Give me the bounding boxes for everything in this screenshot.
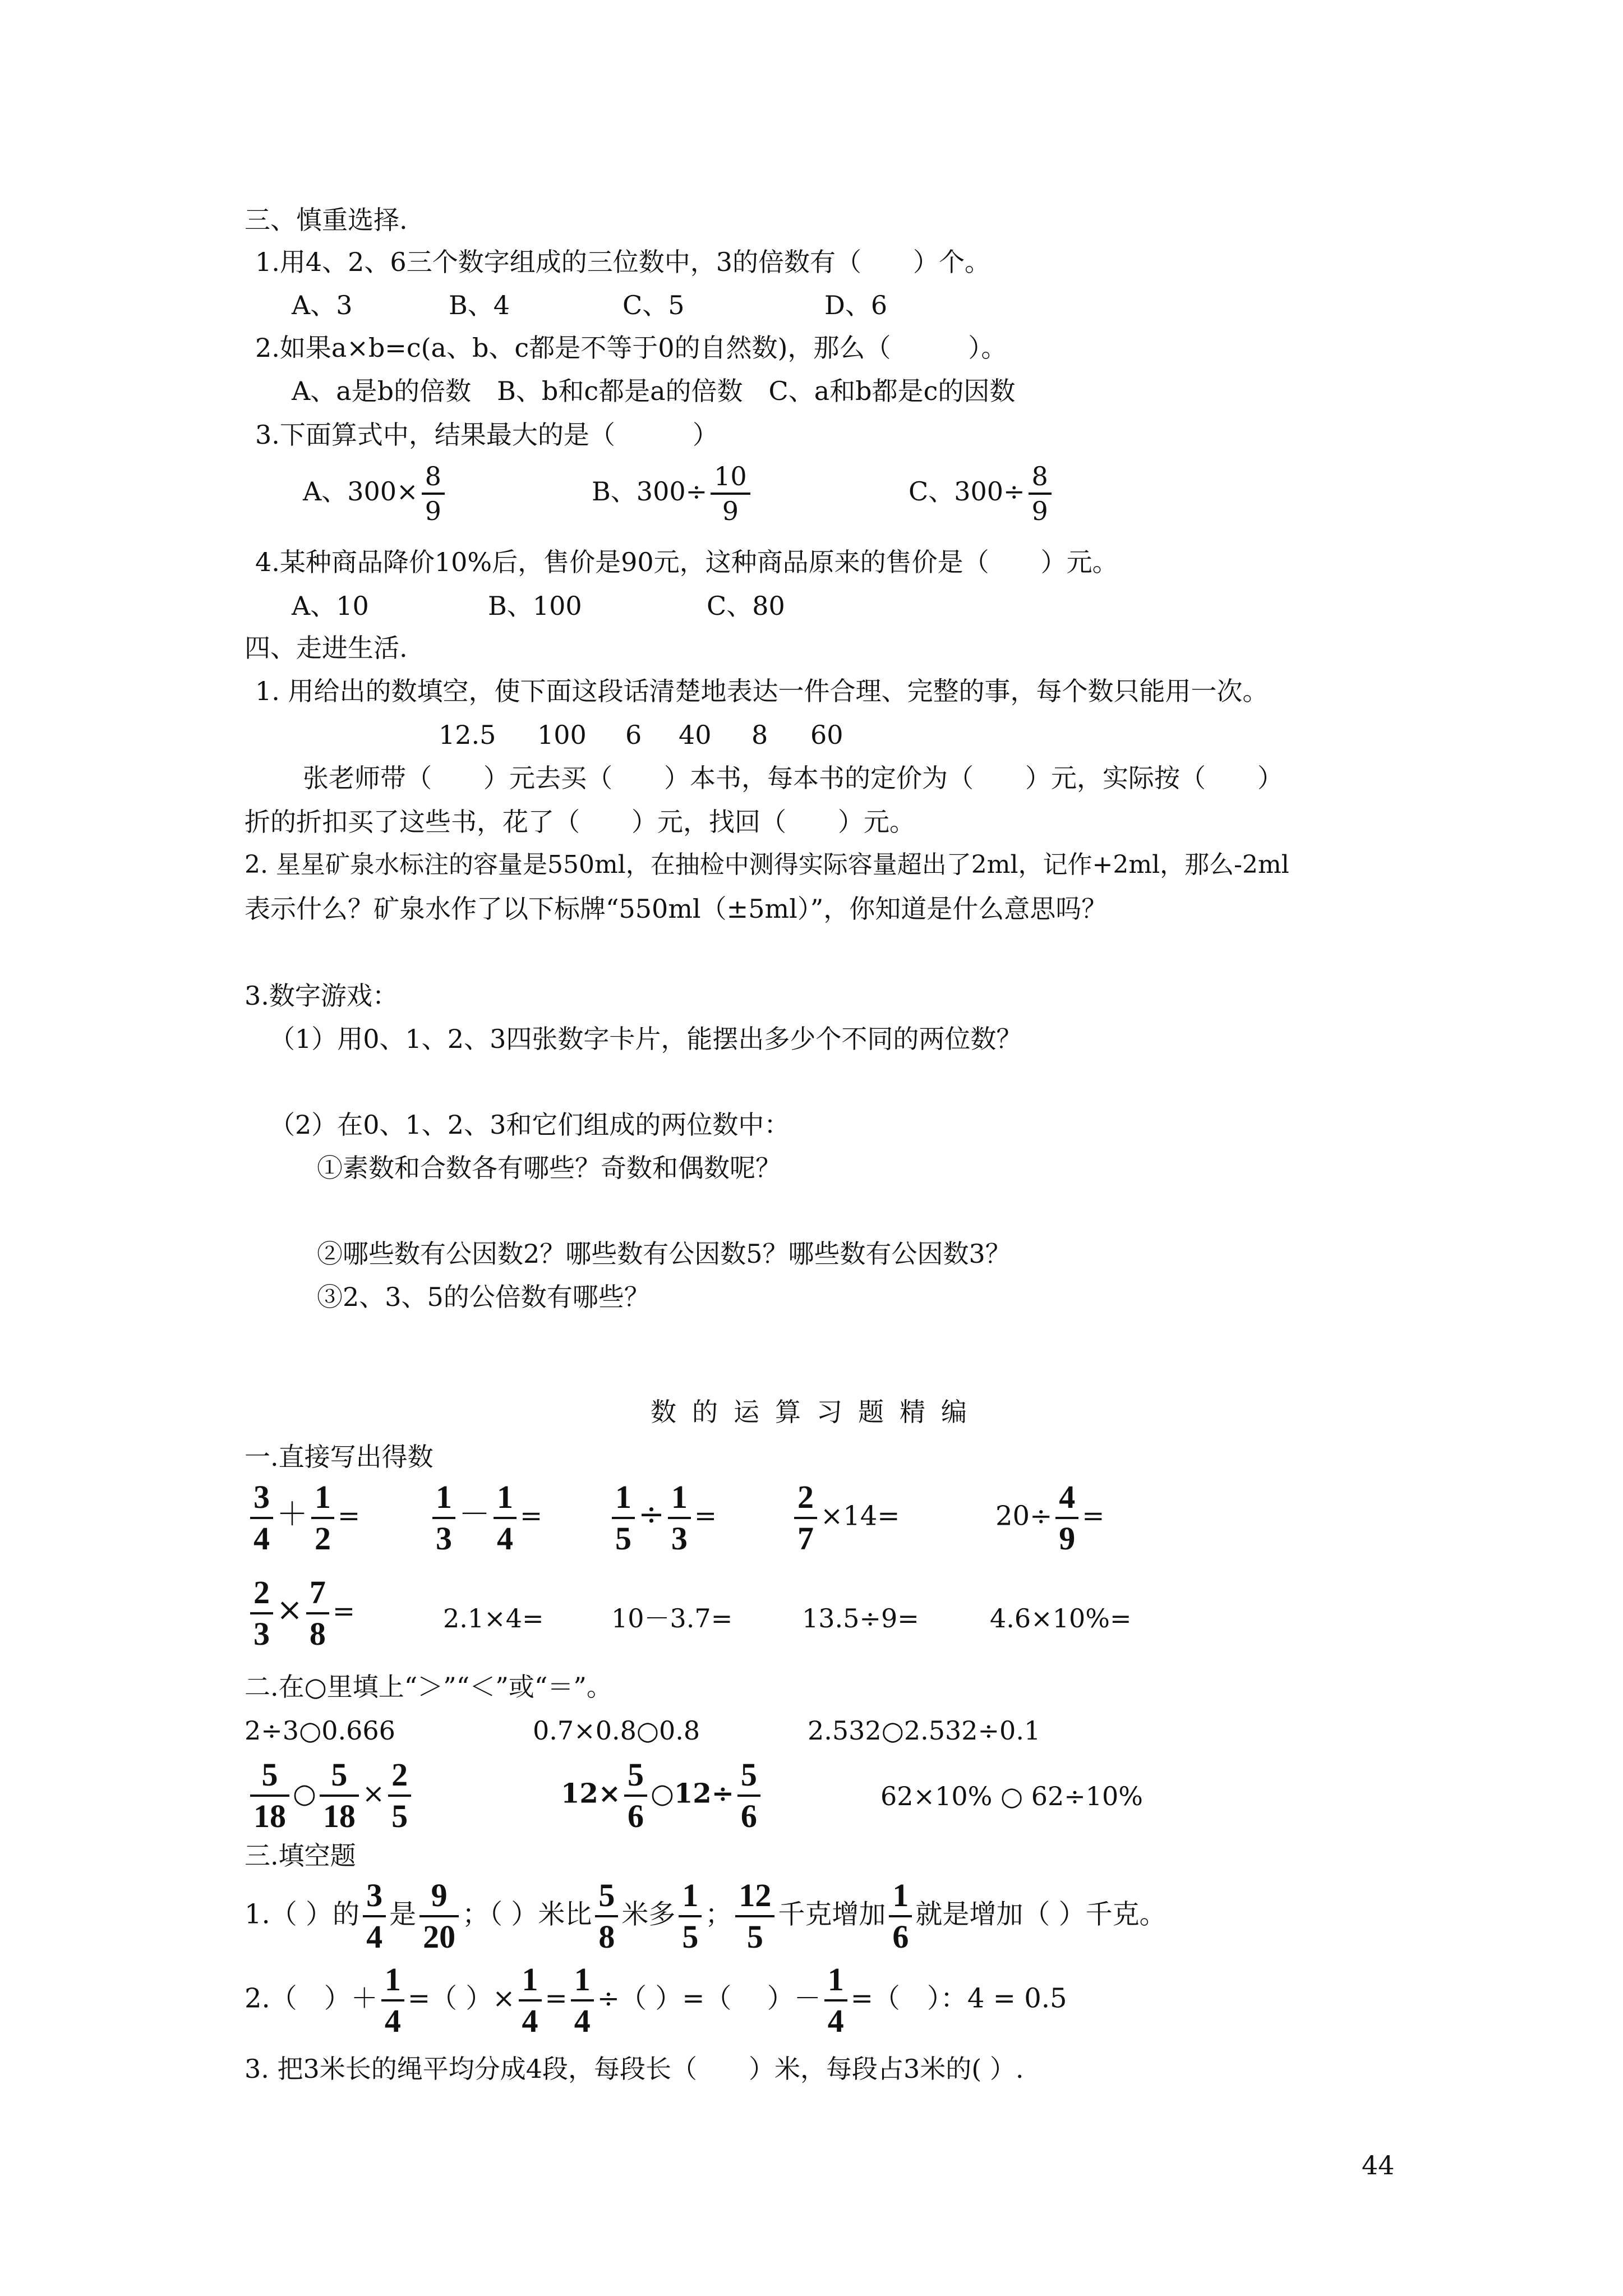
- numerator: 1: [574, 1961, 591, 1998]
- numerator: 1: [827, 1961, 844, 1998]
- numerator: 1: [892, 1877, 909, 1913]
- operator: ×: [362, 1778, 385, 1810]
- numerator: 1: [615, 1479, 631, 1515]
- text: 1.（ ）的: [245, 1898, 360, 1930]
- denominator: 4: [366, 1918, 383, 1955]
- operator: ÷: [638, 1496, 665, 1533]
- p1-expr-4: [791, 1481, 900, 1555]
- denominator: 7: [797, 1520, 814, 1557]
- numerator: 5: [598, 1877, 615, 1913]
- p1-expr-1: [247, 1481, 360, 1555]
- numerator: 1: [436, 1479, 452, 1515]
- text: =（ ）×: [407, 1982, 515, 2014]
- s4-q3-part-2a: ①素数和合数各有哪些？奇数和偶数呢？: [317, 1153, 781, 1183]
- s3-q1-option-b: B、4: [449, 290, 510, 320]
- numerator: 1: [522, 1961, 538, 1998]
- denominator: 6: [740, 1798, 757, 1834]
- s4-number-5: 8: [751, 720, 768, 750]
- numerator: 12: [739, 1877, 772, 1913]
- numerator: 3: [253, 1479, 270, 1515]
- numerator: 9: [431, 1877, 448, 1913]
- fraction: [737, 1756, 760, 1834]
- prefix: 12×: [561, 1778, 621, 1810]
- option-text: A、300×: [303, 476, 418, 507]
- suffix: =: [1082, 1500, 1105, 1532]
- numerator: 5: [261, 1756, 278, 1793]
- section-3-title: 三、慎重选择.: [245, 205, 408, 235]
- text: 是: [389, 1898, 417, 1930]
- p2-compare-2: 0.7×0.8○0.8: [533, 1715, 700, 1746]
- part-3-title: 三.填空题: [245, 1841, 356, 1871]
- numerator: 4: [1059, 1479, 1076, 1515]
- numerator: 7: [309, 1574, 326, 1611]
- text: 2.（ ）＋: [245, 1982, 378, 2014]
- fraction: [432, 1481, 455, 1555]
- s3-question-4: 4.某种商品降价10%后，售价是90元，这种商品原来的售价是（ ）元。: [255, 547, 1118, 577]
- s4-q3-part-1: （1）用0、1、2、3四张数字卡片，能摆出多少个不同的两位数？: [269, 1024, 1022, 1054]
- denominator: 6: [628, 1798, 644, 1834]
- p2-compare-1: 2÷3○0.666: [245, 1715, 395, 1746]
- text: ；（ ）米比: [462, 1898, 592, 1930]
- denominator: 8: [309, 1616, 326, 1652]
- s4-question-1: 1. 用给出的数填空，使下面这段话清楚地表达一件合理、完整的事，每个数只能用一次。: [255, 676, 1269, 706]
- p3-question-3: 3. 把3米长的绳平均分成4段，每段长（ ）米，每段占3米的( ）.: [245, 2054, 1024, 2084]
- option-text: B、300÷: [592, 476, 708, 507]
- fraction: [519, 1963, 542, 2037]
- denominator: 4: [827, 2003, 844, 2039]
- s4-number-4: 40: [679, 720, 712, 750]
- equals: =: [338, 1500, 361, 1532]
- suffix: ×14=: [820, 1500, 900, 1532]
- fraction: [889, 1879, 912, 1953]
- denominator: 9: [1059, 1520, 1076, 1557]
- text: ÷（ ）=（ ）－: [597, 1982, 821, 2014]
- numerator: 8: [1031, 461, 1048, 491]
- section-4-title: 四、走进生活.: [245, 633, 408, 663]
- numerator: 5: [331, 1756, 348, 1793]
- fraction: [624, 1756, 647, 1834]
- s3-q2-options: A、a是b的倍数 B、b和c都是a的倍数 C、a和b都是c的因数: [292, 376, 1016, 406]
- denominator: 9: [425, 496, 441, 526]
- fraction: [422, 463, 445, 524]
- denominator: 5: [615, 1520, 631, 1557]
- operator: －: [459, 1496, 490, 1533]
- compare-circle: ○12÷: [651, 1778, 734, 1810]
- denominator: 4: [253, 1520, 270, 1557]
- numerator: 8: [425, 461, 441, 491]
- numerator: 1: [682, 1877, 699, 1913]
- denominator: 9: [1031, 496, 1048, 526]
- p1-expr-8: 10－3.7=: [611, 1603, 733, 1634]
- s3-question-2: 2.如果a×b=c(a、b、c都是不等于0的自然数)，那么（ ）。: [255, 333, 1007, 363]
- fraction: [612, 1481, 635, 1555]
- s4-q2-line-1: 2. 星星矿泉水标注的容量是550ml，在抽检中测得实际容量超出了2ml，记作+2ml，那么-2ml: [245, 850, 1289, 879]
- numerator: 2: [253, 1574, 270, 1611]
- denominator: 5: [746, 1918, 763, 1955]
- text: =（ ）：4 = 0.5: [850, 1982, 1067, 2014]
- s3-q1-option-d: D、6: [824, 290, 888, 320]
- fraction: [494, 1481, 517, 1555]
- fraction: [250, 1481, 273, 1555]
- page-number: 44: [1362, 2150, 1395, 2180]
- fraction: [320, 1756, 359, 1834]
- equals: =: [332, 1595, 356, 1627]
- denominator: 4: [522, 2003, 538, 2039]
- numerator: 3: [366, 1877, 383, 1913]
- s4-q3-part-2b: ②哪些数有公因数2？哪些数有公因数5？哪些数有公因数3？: [317, 1239, 1011, 1269]
- fraction: [306, 1576, 329, 1650]
- equals: =: [694, 1500, 717, 1532]
- s3-q4-option-c: C、80: [707, 591, 785, 621]
- denominator: 2: [315, 1520, 331, 1557]
- numerator: 1: [315, 1479, 331, 1515]
- s3-question-3: 3.下面算式中，结果最大的是（ ）: [255, 420, 718, 450]
- s4-number-6: 60: [810, 720, 843, 750]
- p2-compare-5: [561, 1756, 764, 1834]
- numerator: 10: [714, 461, 747, 491]
- fraction: [1029, 463, 1052, 524]
- p2-compare-4: [247, 1756, 414, 1834]
- denominator: 6: [892, 1918, 909, 1955]
- s3-q1-option-a: A、3: [292, 290, 353, 320]
- p1-expr-10: 4.6×10%=: [990, 1603, 1132, 1634]
- p2-compare-6: 62×10% ○ 62÷10%: [880, 1781, 1144, 1811]
- numerator: 1: [384, 1961, 401, 1998]
- p1-expr-7: 2.1×4=: [443, 1603, 544, 1634]
- p1-expr-9: 13.5÷9=: [802, 1603, 919, 1634]
- prefix: 20÷: [995, 1500, 1053, 1532]
- denominator: 3: [671, 1520, 688, 1557]
- s3-q3-option-a: [303, 463, 448, 524]
- fraction: [381, 1963, 404, 2037]
- fraction: [668, 1481, 691, 1555]
- fraction: [250, 1576, 273, 1650]
- option-text: C、300÷: [909, 476, 1025, 507]
- denominator: 5: [682, 1918, 699, 1955]
- compare-circle: ○: [293, 1778, 316, 1810]
- fraction: [419, 1879, 459, 1953]
- p1-expr-2: [429, 1481, 542, 1555]
- denominator: 4: [497, 1520, 513, 1557]
- s3-q3-option-b: [592, 463, 754, 524]
- numerator: 2: [797, 1479, 814, 1515]
- s3-q4-option-a: A、10: [292, 591, 369, 621]
- fraction: [794, 1481, 817, 1555]
- denominator: 5: [391, 1798, 408, 1834]
- operator: ＋: [276, 1496, 308, 1533]
- s4-question-3: 3.数字游戏：: [245, 981, 398, 1011]
- s4-q3-part-2c: ③2、3、5的公倍数有哪些？: [317, 1282, 650, 1312]
- denominator: 18: [253, 1798, 286, 1834]
- fraction: [388, 1756, 411, 1834]
- denominator: 3: [253, 1616, 270, 1652]
- s4-q2-line-2: 表示什么？矿泉水作了以下标牌“550ml（±5ml）”，你知道是什么意思吗？: [245, 894, 1108, 924]
- s4-q3-part-2: （2）在0、1、2、3和它们组成的两位数中：: [269, 1110, 790, 1140]
- p2-compare-3: 2.532○2.532÷0.1: [808, 1715, 1041, 1746]
- equals: =: [520, 1500, 543, 1532]
- s3-question-1: 1.用4、2、6三个数字组成的三位数中，3的倍数有（ ）个。: [255, 247, 990, 277]
- fraction: [711, 463, 750, 524]
- text: =: [545, 1982, 568, 2014]
- exercise-title: 数的运算习题精编: [651, 1397, 983, 1427]
- numerator: 1: [497, 1479, 513, 1515]
- fraction: [311, 1481, 334, 1555]
- part-1-title: 一.直接写出得数: [245, 1442, 434, 1472]
- s4-number-2: 100: [537, 720, 587, 750]
- numerator: 5: [740, 1756, 757, 1793]
- part-2-title: 二.在○里填上“＞”“＜”或“＝”。: [245, 1672, 612, 1702]
- denominator: 8: [598, 1918, 615, 1955]
- s4-q1-text-line-2: 折的折扣买了这些书，花了（ ）元，找回（ ）元。: [245, 807, 915, 837]
- denominator: 9: [722, 496, 739, 526]
- fraction: [824, 1963, 847, 2037]
- p3-question-1: [245, 1879, 1166, 1953]
- s4-q1-text-line-1: 张老师带（ ）元去买（ ）本书，每本书的定价为（ ）元，实际按（ ）: [303, 763, 1283, 793]
- fraction: [735, 1879, 774, 1953]
- p3-question-2: [245, 1963, 1067, 2037]
- fraction: [679, 1879, 702, 1953]
- denominator: 4: [384, 2003, 401, 2039]
- text: 米多: [621, 1898, 676, 1930]
- fraction: [250, 1756, 289, 1834]
- s3-q1-option-c: C、5: [623, 290, 685, 320]
- fraction: [571, 1963, 594, 2037]
- text: 就是增加（ ）千克。: [915, 1898, 1166, 1930]
- numerator: 2: [391, 1756, 408, 1793]
- denominator: 18: [322, 1798, 356, 1834]
- fraction: [1055, 1481, 1078, 1555]
- denominator: 4: [574, 2003, 591, 2039]
- s3-q3-option-c: [909, 463, 1055, 524]
- text: ；: [705, 1898, 732, 1930]
- text: 千克增加: [778, 1898, 886, 1930]
- denominator: 3: [436, 1520, 452, 1557]
- p1-expr-3: [608, 1481, 717, 1555]
- numerator: 1: [671, 1479, 688, 1515]
- s4-number-1: 12.5: [439, 720, 496, 750]
- fraction: [595, 1879, 618, 1953]
- operator: ×: [276, 1591, 303, 1628]
- numerator: 5: [628, 1756, 644, 1793]
- s3-q4-option-b: B、100: [488, 591, 582, 621]
- fraction: [363, 1879, 386, 1953]
- denominator: 20: [423, 1918, 456, 1955]
- p1-expr-5: [995, 1481, 1105, 1555]
- p1-expr-6: [247, 1576, 355, 1650]
- s4-number-3: 6: [625, 720, 642, 750]
